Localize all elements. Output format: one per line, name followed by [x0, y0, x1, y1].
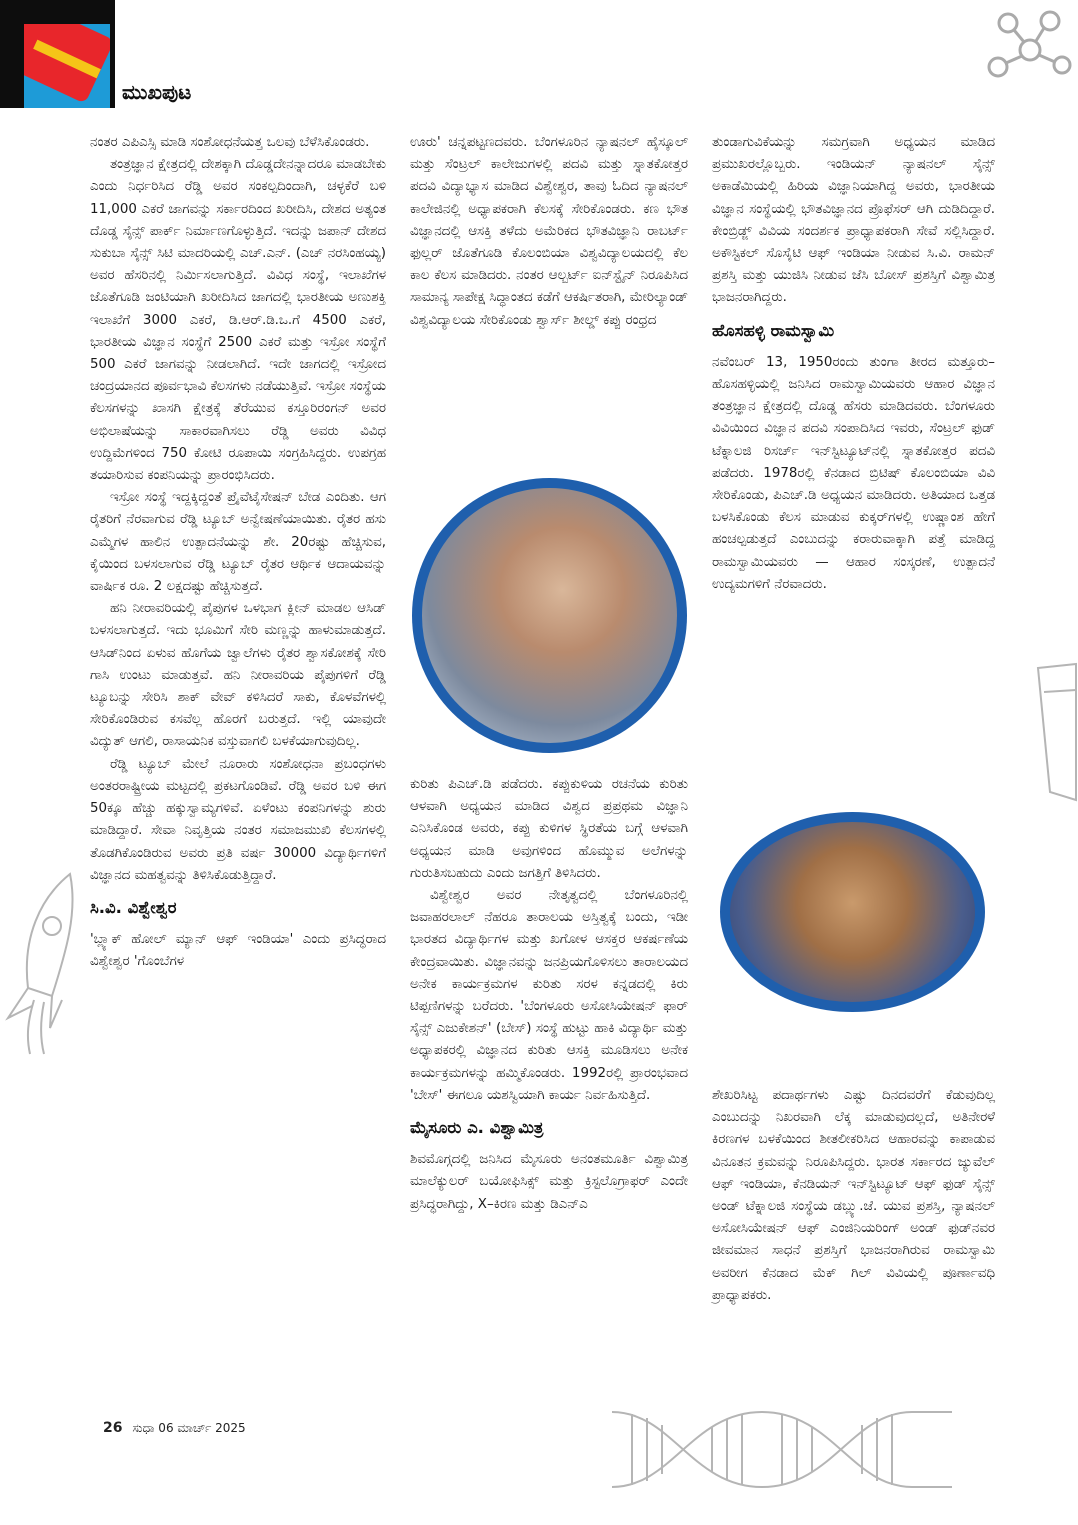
portrait-hosahalli-ramaswamy [720, 812, 985, 1012]
flask-icon [1028, 662, 1078, 802]
paragraph: ವಿಶ್ವೇಶ್ವರ ಅವರ ನೇತೃತ್ವದಲ್ಲಿ ಬೆಂಗಳೂರಿನಲ್ಲಿ ಜವಾಹರಲಾಲ್ ನೆಹರೂ ತಾರಾಲಯ ಅಸ್ತಿತ್ವಕ್ಕೆ ಬಂದು, ಇಡೀ ಭಾರತದ ವಿದ್ಯಾರ್ಥಿಗಳ ಮತ್ತು ಖಗೋಳ ಆಸಕ್ತರ ಆಕರ್ಷಣೆಯ ಕೇಂದ್ರವಾಯಿತು. ವಿಜ್ಞಾನವನ್ನು ಜನಪ್ರಿಯಗೊಳಿಸಲು ತಾರಾಲಯದ ಅನೇಕ ಕಾರ್ಯಕ್ರಮಗಳ ಕುರಿತು ಸರಳ ಕನ್ನಡದಲ್ಲಿ ಕಿರು ಟಿಪ್ಪಣಿಗಳನ್ನು ಬರೆದರು. 'ಬೆಂಗಳೂರು ಅಸೋಸಿಯೇಷನ್ ಫಾರ್ ಸೈನ್ಸ್ ಎಜುಕೇಶನ್' (ಬೇಸ್) ಸಂಸ್ಥೆ ಹುಟ್ಟು ಹಾಕಿ ವಿದ್ಯಾರ್ಥಿ ಮತ್ತು ಅಧ್ಯಾಪಕರಲ್ಲಿ ವಿಜ್ಞಾನದ ಕುರಿತು ಆಸಕ್ತಿ ಮೂಡಿಸಲು ಅನೇಕ ಕಾರ್ಯಕ್ರಮಗಳನ್ನು ಹಮ್ಮಿಕೊಂಡರು. 1992ರಲ್ಲಿ ಪ್ರಾರಂಭವಾದ 'ಬೇಸ್' ಈಗಲೂ ಯಶಸ್ವಿಯಾಗಿ ಕಾರ್ಯ ನಿರ್ವಹಿಸುತ್ತಿದೆ. [410, 888, 688, 1103]
paragraph: ರೆಡ್ಡಿ ಟ್ಯೂಬ್ ಮೇಲೆ ನೂರಾರು ಸಂಶೋಧನಾ ಪ್ರಬಂಧಗಳು ಅಂತರರಾಷ್ಟ್ರೀಯ ಮಟ್ಟದಲ್ಲಿ ಪ್ರಕಟಗೊಂಡಿವೆ. ರೆಡ್ಡಿ ಅವರ ಬಳಿ ಈಗ 50ಕ್ಕೂ ಹೆಚ್ಚು ಹಕ್ಕುಸ್ವಾಮ್ಯಗಳಿವೆ. ಏಳೆಂಟು ಕಂಪನಿಗಳನ್ನು ಶುರು ಮಾಡಿದ್ದಾರೆ. ಸೇವಾ ನಿವೃತ್ತಿಯ ನಂತರ ಸಮಾಜಮುಖಿ ಕೆಲಸಗಳಲ್ಲಿ ತೊಡಗಿಕೊಂಡಿರುವ ಅವರು ಪ್ರತಿ ವರ್ಷ 30000 ವಿದ್ಯಾರ್ಥಿಗಳಿಗೆ ವಿಜ್ಞಾನದ ಮಹತ್ವವನ್ನು ತಿಳಿಸಿಕೊಡುತ್ತಿದ್ದಾರೆ. [90, 756, 386, 883]
paragraph: ಶಿವಮೊಗ್ಗದಲ್ಲಿ ಜನಿಸಿದ ಮೈಸೂರು ಅನಂತಮೂರ್ತಿ ವಿಶ್ವಾಮಿತ್ರ ಮಾಲೆಕ್ಯುಲರ್ ಬಯೋಫಿಸಿಕ್ಸ್ ಮತ್ತು ಕ್ರಿಸ್ಟಲೊಗ್ರಾಫರ್ ಎಂದೇ ಪ್ರಸಿದ್ಧರಾಗಿದ್ದು, X–ಕಿರಣ ಮತ್ತು ಡಿಎನ್‌ಎ [410, 1152, 688, 1212]
magazine-logo [24, 24, 110, 108]
rocket-icon [0, 868, 92, 1058]
page-footer [103, 1420, 246, 1436]
section-title: ಮುಖಪುಟ [122, 80, 192, 104]
paragraph: ಕುರಿತು ಪಿಎಚ್.ಡಿ ಪಡೆದರು. ಕಪ್ಪುಕುಳಿಯ ರಚನೆಯ ಕುರಿತು ಆಳವಾಗಿ ಅಧ್ಯಯನ ಮಾಡಿದ ವಿಶ್ವದ ಪ್ರಪ್ರಥಮ ವಿಜ್ಞಾನಿ ಎನಿಸಿಕೊಂಡ ಅವರು, ಕಪ್ಪು ಕುಳಿಗಳ ಸ್ಥಿರತೆಯ ಬಗ್ಗೆ ಆಳವಾಗಿ ಅಧ್ಯಯನ ಮಾಡಿ ಅವುಗಳಿಂದ ಹೊಮ್ಮುವ ಅಲೆಗಳನ್ನು ಗುರುತಿಸಬಹುದು ಎಂದು ಜಗತ್ತಿಗೆ ತಿಳಿಸಿದರು. [410, 777, 688, 881]
portrait-photo [422, 488, 677, 743]
molecule-icon [980, 5, 1075, 85]
dna-helix-icon [612, 1392, 952, 1502]
subheading-hosahalli-ramaswamy: ಹೊಸಹಳ್ಳಿ ರಾಮಸ್ವಾಮಿ [712, 320, 835, 340]
paragraph: ತಂತ್ರಜ್ಞಾನ ಕ್ಷೇತ್ರದಲ್ಲಿ ದೇಶಕ್ಕಾಗಿ ದೊಡ್ಡದೇನನ್ನಾದರೂ ಮಾಡಬೇಕು ಎಂದು ನಿರ್ಧರಿಸಿದ ರೆಡ್ಡಿ ಅವರ ಸಂಕಲ್ಪದಿಂದಾಗಿ, ಚಳ್ಳಕೆರೆ ಬಳಿ 11,000 ಎಕರೆ ಜಾಗವನ್ನು ಸರ್ಕಾರದಿಂದ ಖರೀದಿಸಿ, ದೇಶದ ಅತ್ಯಂತ ದೊಡ್ಡ ಸೈನ್ಸ್ ಪಾರ್ಕ್ ನಿರ್ಮಾಣಗೊಳ್ಳುತ್ತಿದೆ. ಇದನ್ನು ಜಪಾನ್ ದೇಶದ ಸುಕುಬಾ ಸೈನ್ಸ್ ಸಿಟಿ ಮಾದರಿಯಲ್ಲಿ ಎಚ್.ಎನ್. (ಎಚ್ ನರಸಿಂಹಯ್ಯ) ಅವರ ಹೆಸರಿನಲ್ಲಿ ನಿರ್ಮಿಸಲಾಗುತ್ತಿದೆ. ವಿವಿಧ ಸಂಸ್ಥೆ, ಇಲಾಖೆಗಳ ಜೊತೆಗೂಡಿ ಜಂಟಿಯಾಗಿ ಖರೀದಿಸಿದ ಜಾಗದಲ್ಲಿ ಭಾರತೀಯ ಅಣುಶಕ್ತಿ ಇಲಾಖೆಗೆ 3000 ಎಕರೆ, ಡಿ.ಆರ್.ಡಿ.ಒ.ಗೆ 4500 ಎಕರೆ, ಭಾರತೀಯ ವಿಜ್ಞಾನ ಸಂಸ್ಥೆಗೆ 2500 ಎಕರೆ ಮತ್ತು ಇಸ್ರೋ ಸಂಸ್ಥೆಗೆ 500 ಎಕರೆ ಜಾಗವನ್ನು ನೀಡಲಾಗಿದೆ. ಇದೇ ಜಾಗದಲ್ಲಿ ಇಸ್ರೋದ ಚಂದ್ರಯಾನದ ಪೂರ್ವಭಾವಿ ಕೆಲಸಗಳು ನಡೆಯುತ್ತಿವೆ. ಇಸ್ರೋ ಸಂಸ್ಥೆಯ ಕೆಲಸಗಳನ್ನು ಖಾಸಗಿ ಕ್ಷೇತ್ರಕ್ಕೆ ತೆರೆಯುವ ಕಸ್ತೂರಿರಂಗನ್ ಅವರ ಅಭಿಲಾಷೆಯನ್ನು ಸಾಕಾರವಾಗಿಸಲು ರೆಡ್ಡಿ ಅವರು ವಿವಿಧ ಉದ್ದಿಮೆಗಳಿಂದ 750 ಕೋಟಿ ರೂಪಾಯಿ ಸಂಗ್ರಹಿಸಿದ್ದರು. ಉಪಗ್ರಹ ತಯಾರಿಸುವ ಕಂಪನಿಯನ್ನು ಪ್ರಾರಂಭಿಸಿದರು. [90, 157, 386, 484]
paragraph: ತುಂಡಾಗುವಿಕೆಯನ್ನು ಸಮಗ್ರವಾಗಿ ಅಧ್ಯಯನ ಮಾಡಿದ ಪ್ರಮುಖರಲ್ಲೊಬ್ಬರು. ಇಂಡಿಯನ್ ನ್ಯಾಷನಲ್ ಸೈನ್ಸ್ ಅಕಾಡೆಮಿಯಲ್ಲಿ ಹಿರಿಯ ವಿಜ್ಞಾನಿಯಾಗಿದ್ದ ಅವರು, ಭಾರತೀಯ ವಿಜ್ಞಾನ ಸಂಸ್ಥೆಯಲ್ಲಿ ಭೌತವಿಜ್ಞಾನದ ಪ್ರೊಫೆಸರ್ ಆಗಿ ದುಡಿದಿದ್ದಾರೆ. ಕೇಂಬ್ರಿಡ್ಜ್ ವಿವಿಯ ಸಂದರ್ಶಕ ಪ್ರಾಧ್ಯಾಪಕರಾಗಿ ಸೇವೆ ಸಲ್ಲಿಸಿದ್ದಾರೆ. ಅಕೌಸ್ಟಿಕಲ್ ಸೊಸೈಟಿ ಆಫ್ ಇಂಡಿಯಾ ನೀಡುವ ಸಿ.ವಿ. ರಾಮನ್ ಪ್ರಶಸ್ತಿ ಮತ್ತು ಯುಜಿಸಿ ನೀಡುವ ಜೆಸಿ ಬೋಸ್ ಪ್ರಶಸ್ತಿಗೆ ವಿಶ್ವಾಮಿತ್ರ ಭಾಜನರಾಗಿದ್ದರು. [712, 135, 995, 306]
portrait-photo [730, 822, 975, 1002]
issue-info: ಸುಧಾ 06 ಮಾರ್ಚ್ 2025 [132, 1421, 246, 1435]
paragraph: ಹನಿ ನೀರಾವರಿಯಲ್ಲಿ ಪೈಪುಗಳ ಒಳಭಾಗ ಕ್ಲೀನ್ ಮಾಡಲ ಆಸಿಡ್ ಬಳಸಲಾಗುತ್ತದೆ. ಇದು ಭೂಮಿಗೆ ಸೇರಿ ಮಣ್ಣನ್ನು ಹಾಳುಮಾಡುತ್ತದೆ. ಆಸಿಡ್‌ನಿಂದ ಏಳುವ ಹೊಗೆಯ ಜ್ವಾಲೆಗಳು ರೈತರ ಶ್ವಾಸಕೋಶಕ್ಕೆ ಸೇರಿ ಗಾಸಿ ಉಂಟು ಮಾಡುತ್ತವೆ. ಹನಿ ನೀರಾವರಿಯ ಪೈಪುಗಳಿಗೆ ರೆಡ್ಡಿ ಟ್ಯೂಬನ್ನು ಸೇರಿಸಿ ಶಾಕ್ ವೇವ್ ಕಳಿಸಿದರೆ ಸಾಕು, ಕೊಳವೆಗಳಲ್ಲಿ ಸೇರಿಕೊಂಡಿರುವ ಕಸವೆಲ್ಲ ಹೊರಗೆ ಬರುತ್ತದೆ. ಇಲ್ಲಿ ಯಾವುದೇ ವಿದ್ಯುತ್ ಆಗಲಿ, ರಾಸಾಯನಿಕ ವಸ್ತುವಾಗಲಿ ಬಳಕೆಯಾಗುವುದಿಲ್ಲ. [90, 601, 386, 750]
article-column-1 [90, 132, 386, 974]
article-column-3-top [712, 132, 995, 596]
article-column-3-bottom [712, 1085, 995, 1307]
portrait-cv-vishweshwara [412, 478, 687, 753]
article-column-2-top [410, 132, 688, 332]
subheading-mysore-vishwamitra: ಮೈಸೂರು ಎ. ವಿಶ್ವಾಮಿತ್ರ [410, 1118, 544, 1138]
paragraph: ನವೆಂಬರ್ 13, 1950ರಂದು ತುಂಗಾ ತೀರದ ಮತ್ತೂರು–ಹೊಸಹಳ್ಳಿಯಲ್ಲಿ ಜನಿಸಿದ ರಾಮಸ್ವಾಮಿಯವರು ಆಹಾರ ವಿಜ್ಞಾನ ತಂತ್ರಜ್ಞಾನ ಕ್ಷೇತ್ರದಲ್ಲಿ ದೊಡ್ಡ ಹೆಸರು ಮಾಡಿದವರು. ಬೆಂಗಳೂರು ವಿವಿಯಿಂದ ವಿಜ್ಞಾನ ಪದವಿ ಸಂಪಾದಿಸಿದ ಇವರು, ಸೆಂಟ್ರಲ್ ಫುಡ್ ಟೆಕ್ನಾಲಜಿ ರಿಸರ್ಚ್ ಇನ್‌ಸ್ಟಿಟ್ಯೂಟ್‌ನಲ್ಲಿ ಸ್ನಾತಕೋತ್ತರ ಪದವಿ ಪಡೆದರು. 1978ರಲ್ಲಿ ಕೆನಡಾದ ಬ್ರಿಟಿಷ್ ಕೊಲಂಬಿಯಾ ವಿವಿ ಸೇರಿಕೊಂಡು, ಪಿಎಚ್.ಡಿ ಅಧ್ಯಯನ ಮಾಡಿದರು. ಅತಿಯಾದ ಒತ್ತಡ ಬಳಸಿಕೊಂಡು ಕೆಲಸ ಮಾಡುವ ಕುಕ್ಕರ್‌ಗಳಲ್ಲಿ ಉಷ್ಣಾಂಶ ಹೇಗೆ ಹಂಚಲ್ಪಡುತ್ತದೆ ಎಂಬುದನ್ನು ಕರಾರುವಾಕ್ಕಾಗಿ ಪತ್ತೆ ಮಾಡಿದ್ದ ರಾಮಸ್ವಾಮಿಯವರು — ಆಹಾರ ಸಂಸ್ಕರಣೆ, ಉತ್ಪಾದನೆ ಉದ್ಯಮಗಳಿಗೆ ನೆರವಾದರು. [712, 354, 995, 592]
paragraph: ಇಸ್ರೋ ಸಂಸ್ಥೆ ಇದ್ದಕ್ಕಿದ್ದಂತೆ ಪ್ರೈವೆಟೈಸೇಷನ್ ಬೇಡ ಎಂದಿತು. ಆಗ ರೈತರಿಗೆ ನೆರವಾಗುವ ರೆಡ್ಡಿ ಟ್ಯೂಬ್ ಅನ್ವೇಷಣೆಯಾಯಿತು. ರೈತರ ಹಸು ಎಮ್ಮೆಗಳ ಹಾಲಿನ ಉತ್ಪಾದನೆಯನ್ನು ಶೇ. 20ರಷ್ಟು ಹೆಚ್ಚಿಸುವ, ಕೈಯಿಂದ ಬಳಸಲಾಗುವ ರೆಡ್ಡಿ ಟ್ಯೂಬ್ ರೈತರ ಆರ್ಥಿಕ ಆದಾಯವನ್ನು ವಾರ್ಷಿಕ ರೂ. 2 ಲಕ್ಷದಷ್ಟು ಹೆಚ್ಚಿಸುತ್ತದೆ. [90, 490, 386, 595]
subheading-cv-vishweshwara: ಸಿ.ವಿ. ವಿಶ್ವೇಶ್ವರ [90, 897, 177, 917]
paragraph: ನಂತರ ಎಪಿಎಸ್ಸಿ ಮಾಡಿ ಸಂಶೋಧನೆಯತ್ತ ಒಲವು ಬೆಳೆಸಿಕೊಂಡರು. [90, 135, 370, 150]
page-number: 26 [103, 1420, 123, 1436]
paragraph: 'ಬ್ಲ್ಯಾಕ್ ಹೋಲ್ ಮ್ಯಾನ್ ಆಫ್ ಇಂಡಿಯಾ' ಎಂದು ಪ್ರಸಿದ್ಧರಾದ ವಿಶ್ವೇಶ್ವರ 'ಗೊಂಬೆಗಳ [90, 932, 386, 970]
paragraph: ಶೇಖರಿಸಿಟ್ಟ ಪದಾರ್ಥಗಳು ಎಷ್ಟು ದಿನದವರೆಗೆ ಕೆಡುವುದಿಲ್ಲ ಎಂಬುದನ್ನು ನಿಖರವಾಗಿ ಲೆಕ್ಕ ಮಾಡುವುದಲ್ಲದೆ, ಅತಿನೇರಳೆ ಕಿರಣಗಳ ಬಳಕೆಯಿಂದ ಶೀತಲೀಕರಿಸಿದ ಆಹಾರವನ್ನು ಕಾಪಾಡುವ ವಿನೂತನ ಕ್ರಮವನ್ನು ನಿರೂಪಿಸಿದ್ದರು. ಭಾರತ ಸರ್ಕಾರದ ಜ್ಯುವೆಲ್ ಆಫ್ ಇಂಡಿಯಾ, ಕೆನಡಿಯನ್ ಇನ್‌ಸ್ಟಿಟ್ಯೂಟ್ ಆಫ್ ಫುಡ್ ಸೈನ್ಸ್ ಅಂಡ್ ಟೆಕ್ನಾಲಜಿ ಸಂಸ್ಥೆಯ ಡಬ್ಲ್ಯು.ಜೆ. ಯುವ ಪ್ರಶಸ್ತಿ, ನ್ಯಾಷನಲ್ ಅಸೋಸಿಯೇಷನ್ ಆಫ್ ಎಂಜಿನಿಯರಿಂಗ್ ಅಂಡ್ ಫುಡ್‌ನವರ ಜೀವಮಾನ ಸಾಧನೆ ಪ್ರಶಸ್ತಿಗೆ ಭಾಜನರಾಗಿರುವ ರಾಮಸ್ವಾಮಿ ಅವರೀಗ ಕೆನಡಾದ ಮೆಕ್ ಗಿಲ್ ವಿವಿಯಲ್ಲಿ ಪೂರ್ಣಾವಧಿ ಪ್ರಾಧ್ಯಾಪಕರು. [712, 1088, 995, 1303]
article-column-2-bottom [410, 774, 688, 1216]
paragraph: ಊರು' ಚನ್ನಪಟ್ಟಣದವರು. ಬೆಂಗಳೂರಿನ ನ್ಯಾಷನಲ್ ಹೈಸ್ಕೂಲ್ ಮತ್ತು ಸೆಂಟ್ರಲ್ ಕಾಲೇಜುಗಳಲ್ಲಿ ಪದವಿ ಮತ್ತು ಸ್ನಾತಕೋತ್ತರ ಪದವಿ ವಿದ್ಯಾಭ್ಯಾಸ ಮಾಡಿದ ವಿಶ್ವೇಶ್ವರ, ತಾವು ಓದಿದ ನ್ಯಾಷನಲ್ ಕಾಲೇಜಿನಲ್ಲಿ ಅಧ್ಯಾಪಕರಾಗಿ ಕೆಲಸಕ್ಕೆ ಸೇರಿಕೊಂಡರು. ಕಣ ಭೌತ ವಿಜ್ಞಾನದಲ್ಲಿ ಆಸಕ್ತಿ ತಳೆದು ಅಮೆರಿಕದ ಭೌತವಿಜ್ಞಾನಿ ರಾಬರ್ಟ್ ಫುಲ್ಲರ್ ಜೊತೆಗೂಡಿ ಕೊಲಂಬಿಯಾ ವಿಶ್ವವಿದ್ಯಾಲಯದಲ್ಲಿ ಕೆಲ ಕಾಲ ಕೆಲಸ ಮಾಡಿದರು. ನಂತರ ಆಲ್ಬರ್ಟ್ ಐನ್‌ಸ್ಟೈನ್ ನಿರೂಪಿಸಿದ ಸಾಮಾನ್ಯ ಸಾಪೇಕ್ಷ ಸಿದ್ಧಾಂತದ ಕಡೆಗೆ ಆಕರ್ಷಿತರಾಗಿ, ಮೇರಿಲ್ಯಾಂಡ್ ವಿಶ್ವವಿದ್ಯಾಲಯ ಸೇರಿಕೊಂಡು ಶ್ವಾರ್ಸ್ ಶೀಲ್ಡ್ ಕಪ್ಪು ರಂಧ್ರದ [410, 135, 688, 328]
